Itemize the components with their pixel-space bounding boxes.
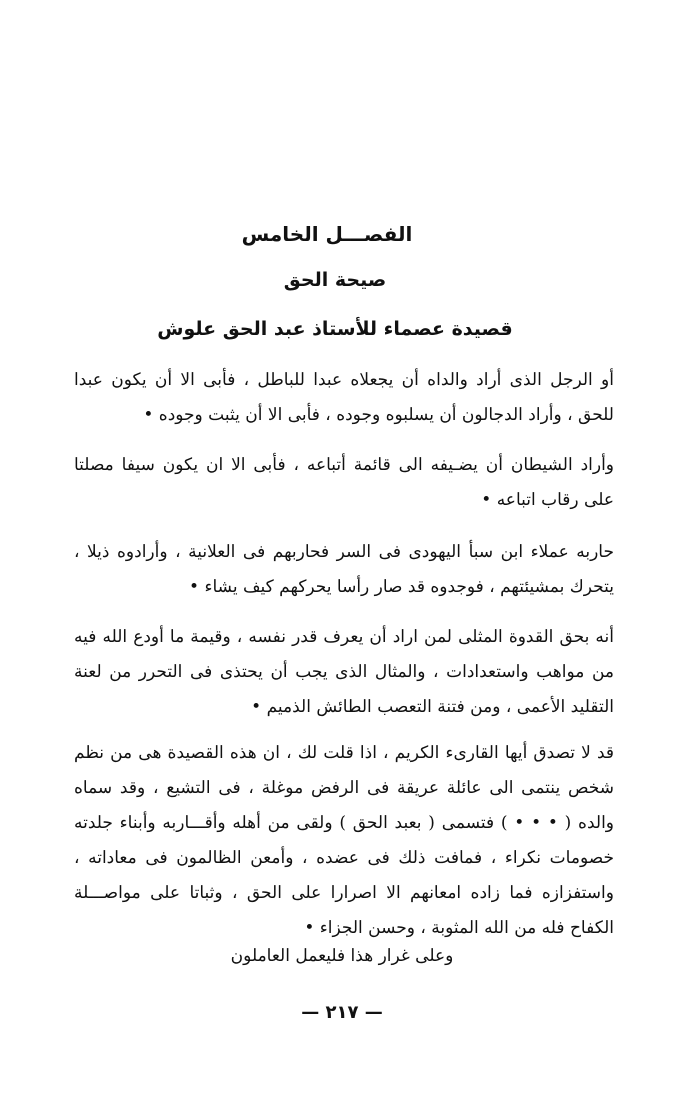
section-subtitle: قصيدة عصماء للأستاذ عبد الحق علوش: [157, 318, 513, 340]
paragraph: أنه بحق القدوة المثلى لمن اراد أن يعرف قدر نفسه ، وقيمة ما أودع الله فيه من مواهب واستعدادات ، والمثال الذى يجب أن يحتذى فى التحرر من لعنة التقليد الأعمى ، ومن فتنة التعصب الطائش الذميم •: [74, 627, 614, 717]
paragraph: أو الرجل الذى أراد والداه أن يجعلاه عبدا للباطل ، فأبى الا أن يكون عبدا للحق ، وأراد الدجالون أن يسلبوه وجوده ، فأبى الا أن يثبت وجوده •: [74, 370, 614, 425]
paragraph-2-block: [74, 448, 614, 518]
chapter-heading: الفصـــل الخامس: [241, 222, 413, 246]
paragraph-5-block: [74, 736, 614, 946]
paragraph-1-block: [74, 363, 614, 433]
paragraph: وأراد الشيطان أن يضـيفه الى قائمة أتباعه ، فأبى الا ان يكون سيفا مصلتا على رقاب اتباعه •: [74, 455, 614, 510]
paragraph: حاربه عملاء ابن سبأ اليهودى فى السر فحاربهم فى العلانية ، وأرادوه ذيلا ، يتحرك بمشيئتهم ، فوجدوه قد صار رأسا يحركهم كيف يشاء •: [74, 542, 614, 597]
paragraph-3-block: [74, 535, 614, 605]
closing-line: وعلى غرار هذا فليعمل العاملون: [230, 946, 454, 966]
section-title: صيحة الحق: [283, 269, 387, 291]
paragraph: قد لا تصدق أيها القارىء الكريم ، اذا قلت لك ، ان هذه القصيدة هى من نظم شخص ينتمى الى عائلة عريقة فى الرفض موغلة ، فى التشيع ، وقد سماه والده ( • • • ) فتسمى ( بعبد الحق ) ولقى من أهله وأقـــاربه وأبناء جلدته خصومات نكراء ، فمافت ذلك فى عضده ، وأمعن الظالمون فى معاداته ، واستفزازه فما زاده امعانهم الا اصرارا على الحق ، وثباتا على مواصـــلة الكفاح فله من الله المثوبة ، وحسن الجزاء •: [74, 743, 614, 938]
page-number: — ٢١٧ —: [301, 1002, 383, 1023]
paragraph-4-block: [74, 620, 614, 725]
